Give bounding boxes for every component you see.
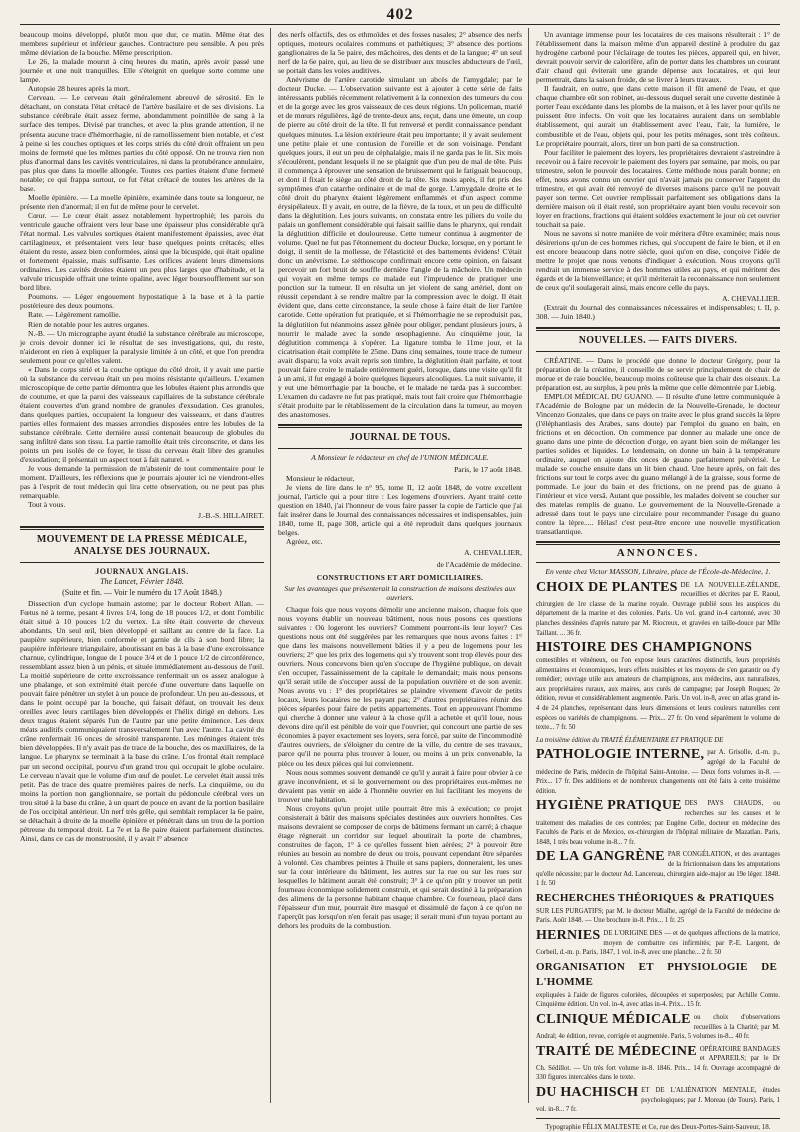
ad-entry [536, 849, 780, 887]
letter-date: Paris, le 17 août 1848. [454, 465, 522, 475]
paragraph: N.-B. — Un micrographe ayant étudié la substance cérébrale au microscope, je crois devoir donner ici le résultat de ses investigations, qui, du reste, n'aideront en rien à expliquer la paralysie limitée à un côté, et que l'on prendra seulement pour ce qu'elles valent. [20, 328, 264, 365]
subsection-subtitle: Sur les avantages que présenterait la construction de maisons destinées aux ouvriers. [284, 583, 516, 602]
section-rule [20, 526, 264, 530]
section-rule [536, 327, 780, 331]
section-title: JOURNAL DE TOUS. [349, 432, 451, 444]
section-rule [278, 448, 522, 449]
ad-title: HISTOIRE DES CHAMPIGNONS [536, 640, 753, 656]
column-right [536, 30, 780, 1131]
ad-text: PAR CONGÉLATION, et des avantages de la frictionnaison dans les amputations qu'elle nécessite; par le docteur Ad. Lancereau, chirurgien aide-major au 19e léger. 1848. 1 fr. 50 [536, 851, 780, 888]
column-middle [278, 30, 522, 1100]
salutation: Monsieur le rédacteur, [286, 474, 355, 484]
ad-entry [536, 1044, 780, 1082]
paragraph: beaucoup moins développé, plutôt mou que dur, ce matin. Même état des membres supérieur et inférieur gauches. Contracture peu sensible. A peu près même déviation de la bouche. Même prescription. [20, 30, 264, 58]
section-title: NOUVELLES. — FAITS DIVERS. [578, 334, 738, 346]
continuation-note: (Suite et fin. — Voir le numéro du 17 Août 1848.) [62, 587, 222, 597]
subsection-title: JOURNAUX ANGLAIS. [95, 566, 189, 576]
section-title: MOUVEMENT DE LA PRESSE MÉDICALE, ANALYSE DES JOURNAUX. [36, 533, 248, 557]
paragraph: EMPLOI MÉDICAL DU GUANO. — Il résulte d'une lettre communiquée à l'Académie de Bologne par un médecin de la Nouvelle-Grenade, le docteur Vincenzo Gonzales, que dans ce pays on traite avec le plus grand succès la lèpre (l'éléphantiasis des Arabes, sans doute) par l'emploi du guano en bain, en frictions et en décoction. On commence par donner au malade une once de guano dans une pinte de décoction d'orge, en ayant bien soin de mélanger les parties solides et liquides. Le lendemain, on donne un bain à la température ordinaire, auquel on ajoute dix onces de guano parfaitement pulvérisé. Le malade se couche ensuite dans un lit bien chaud. Une heure après, on fait des frictions sur tout le corps avec du guano mélangé à de la graisse, sous forme de pommade. Le jour du bain et des frictions, on ne prend pas de guano à l'intérieur et vice versâ. Autant que possible, les malades doivent se coucher sur des matelas remplis de guano. Le gouvernement de la Nouvelle-Grenade a adressé dans tout le pays une circulaire pour recommander l'usage du guano contre la lèpre..... Hélas! c'est peut-être encore une nouvelle mystification transatlantique. [536, 391, 780, 537]
column-left [20, 30, 264, 1100]
paragraph: Nous croyons qu'un projet utile pourrait être mis à exécution; ce projet consisterait à bâtir des maisons spéciales destinées aux ouvriers honnêtes. Ces maisons devraient se composer de corps de bâtimens fermant un carré; à chaque étage régnerait un corridor sur lequel aboutirait la porte de chambres, construites de façon, 1° à ce qu'elles fussent bien aérées; 2° à pouvoir être réunies au besoin au nombre de deux ou trois, pouvant cependant être séparées à volonté. Ces chambres peintes à l'huile et sans papiers, donneraient, les unes sur la cour intérieure du bâtiment, les autres sur la rue ou sur les rues sur lesquelles le bâtiment aurait été construit; 3° à ce qu'on pût y trouver un petit fourneau économique solidement construit, et qui serait destiné à la préparation des alimens de la personne habitant chaque chambre. Ce fourneau, placé dans l'épaisseur d'un mur, pourrait être masqué et dissimulé de façon à ce qu'on ne l'aperçût pas lorsqu'on n'en ferait pas usage; il serait muni d'un tuyau portant au dehors les produits de la combustion. [278, 803, 522, 931]
ad-text: comestibles et vénéneux, ou l'on expose leurs caractères distinctifs, leurs propriétés alimentaires et économiques, leurs effets nuisibles et les moyens de s'en garantir ou d'y remédier; ouvrage utile aux amateurs de champignons, aux médecins, aux naturalistes, aux propriétaires ruraux, aux maires, aux curés de campagne; par Joseph Roques; 2e édition, revue et considérablement augmentée. Paris. Un vol. in-8, avec un atlas grand in-4 de 24 planches, représentant dans leurs dimensions et leurs couleurs naturelles cent espèces ou variétés de champignons. — Prix... 27 fr. On vend séparément le volume de texte... 7 fr. 50 [536, 657, 780, 732]
paragraph: Rien de notable pour les autres organes. [28, 319, 150, 329]
paragraph: Tout à vous. [28, 500, 66, 510]
ad-title: TRAITÉ DE MÉDECINE [536, 1043, 697, 1059]
ad-entry [536, 1085, 780, 1114]
paragraph: Anévrisme de l'artère carotide simulant un abcès de l'amygdale; par le docteur Ducke. — L'observation suivante est à ajouter à cette série de faits intéressants publiés récemment relativement à la connexion des tumeurs du cou et de la gorge avec les gros vaisseaux de ces deux régions. Un policeman, marié et de mœurs régulières, âgé de trente-deux ans, reçut, dans une émeute, un coup de pierre au côté droit de la tête. Il fut renversé et perdit connaissance pendant quelques minutes. La lésion extérieure était peu importante; il y avait seulement une petite plaie et une contusion de l'oreille et de son voisinage. Pendant quelques jours, il eut un peu de céphalalgie, mais il ne garda pas le lit. Six mois s'écoulèrent, pendant lesquels il ne se plaignit que d'un peu de mal de tête. Puis il commença à éprouver une sensation de bruissement qui le fatiguait beaucoup, et dont il fixait le siège au côté droit de la tête. Six mois après, il fut pris des symptômes d'un catarrhe ordinaire et de mal de gorge. L'amygdale droite et le côté droit du pharynx étaient légèrement enflammés et d'un aspect comme érysipélateux. Il y avait, en outre, de la fièvre, de la toux, et un peu de difficulté dans la déglutition. Les jours suivants, on constata entre les piliers du voile du palais un gonflement considérable qui faisait saillie dans le pharynx, qui rendait la déglutition difficile et douloureuse. Cette tumeur continua à augmenter de volume. Quel ne fut pas l'étonnement du docteur Ducke, lorsque, en y portant le doigt, il sentit de la mollesse, de l'élasticité et des battements évidens! C'était donc un anévrisme. Le stéthoscope confirmait encore cette opinion, en faisant percevoir un fort bruit de souffle dernière l'angle de la mâchoire. Un médecin qui voyait en même temps ce malade eut l'imprudence de pratiquer une ponction sur la tumeur. Il en résulta un jet violent de sang artériel, dont on réussit cependant à se rendre maître par la compression avec le doigt. Il était évident que, dans cette circonstance, la seule chose à faire était de lier l'artère carotide. Cette opération fut pratiquée, et si l'hémorrhagie ne se reproduisit pas, la déglutition fut néanmoins assez gênée pour obliger, pendant plusieurs jours, à nourrir le malade avec la sonde œsophagienne. Au cinquième jour, la déglutition commença à s'opérer. La ligature tomba le 11me jour, et la cicatrisation était complète le 25me. Dans cinq semaines, toute trace de tumeur avait disparu; la voix avait repris son timbre, la déglutition était parfaite, et tout pouvait faire croire le malade entièrement guéri, lorsque, dans une visite qu'il fit à un ami, il fut engagé à boire quelques liqueurs alcooliques. La nuit suivante, il y eut une hémorrhagie par la bouche, et le malade ne tarda pas à succomber. L'examen du cadavre ne fut pas pratiqué, mais tout fait croire que l'hémorrhagie s'était produite par le rétablissement de la circulation dans la tumeur, au moyen des anastomoses. [278, 75, 522, 419]
ad-entry [536, 960, 780, 1009]
source-note: (Extrait du Journal des connaissances nécessaires et indispensables; t. II, p. 308. — Juin 1840.) [536, 303, 780, 322]
section-rule [20, 562, 264, 563]
signature: A. CHEVALLIER, [464, 548, 522, 558]
subsection-title: CONSTRUCTIONS ET ART DOMICILIAIRES. [316, 572, 484, 582]
paragraph: « Dans le corps strié et la couche optique du côté droit, il y avait une partie où la substance du cerveau était un peu moins résistante qu'ailleurs. L'examen microscopique de cette partie démontra que les lobules étaient plus arrondis que de coutume, et que la paroi des vaisseaux capillaires de la substance cérébrale étaient couvertes d'un grand nombre de granules d'exsudation. Ces granules, dans quelques parties, occupaient la longueur des vaisseaux, et dans d'autres parties elles formaient des masses arrondies disposées entre les lobules de la substance cérébrale. Cette dernière aussi contenait beaucoup de globules du sang infiltré dans son tissu. La partie ramollie était très circonscrite, et dans les points un peu isolés de ce foyer, le tissu du cerveau était libre des granules d'exsudation; il présentait un aspect tout à fait naturel. » [20, 364, 264, 465]
ad-title: HYGIÈNE PRATIQUE [536, 798, 682, 814]
column-divider [528, 28, 529, 1103]
paragraph: Chaque fois que nous voyons démolir une ancienne maison, chaque fois que nous voyons établir un nouveau bâtiment, nous nous posons ces questions suivantes : Où logeront les ouvriers? Comment pourront-ils leur loyer? Ces questions nous ont été suggérées par les remarques que nous avons faites : 1° que dans les maisons nouvellement bâties il y a peu de logemens pour les ouvriers; 2° que les prix des logemens qui s'y trouvent sont trop élevés pour des ouvriers. Nous concevons bien qu'en s'occupe de l'hygiène publique, on devait s'en occuper, l'assainissement de la capitale le demandait; mais nous pensons qu'il serait utile de s'occuper aussi de la population ouvrière et de son avenir. Nous avons vu : 1° des propriétaires se plaindre vivement d'avoir de petits locaux, leurs locataires ne les payant pas; 2° d'autres propriétaires réunir des pièces séparées pour faire de petits appartements. Tout en approuvant l'homme qui cherche à donner une valeur à la chose qu'il a achetée et qu'il loue, nous devons dire qu'il est pénible de voir que l'ouvrier, qui concourt une partie de ses économies à payer exactement ses loyers, sera forcé, par suite de l'incommodité d'autres ouvriers, de s'éloigner du centre de la ville, du centre de ses travaux, parce qu'il ne pourra plus trouver à louer, ou moins à un prix convenable, la pièce ou les deux pièces qui lui conviennent. [278, 604, 522, 768]
paragraph: Je viens de lire dans le n° 95, tome II, 12 août 1848, de votre excellent journal, l'article qui a pour titre : Les logemens d'ouvriers. Ayant traité cette question en 1840, j'ai l'honneur de vous faire passer la copie de l'article que j'ai fait insérer dans le Journal des connaissances nécessaires et indispensables, juin 1840, tome II, page 308, article qui a été reproduit dans quelques journaux belges. [278, 483, 522, 538]
section-rule [278, 424, 522, 428]
ad-title: RECHERCHES THÉORIQUES & PRATIQUES [536, 891, 775, 904]
journal-name: The Lancet, Février 1848. [100, 576, 184, 586]
section-title: ANNONCES. [616, 547, 700, 560]
ad-text: La troisième édition du TRAITÉ ÉLÉMENTAIRE ET PRATIQUE DE [536, 736, 724, 744]
paragraph: Moelle épinière. — La moelle épinière, examinée dans toute sa longueur, ne présente rien d'anormal; il en fut de même pour le cervelet. [20, 192, 264, 211]
paragraph: Autopsie 28 heures après la mort. [28, 84, 131, 94]
ad-title: PATHOLOGIE INTERNE, [536, 747, 705, 763]
ad-text: DES PAYS CHAUDS, ou recherches sur les causes et le traitement des maladies de ces contrées; par Eugène Celle, docteur en médecine des Facultés de Paris et de Mexico, ex-chirurgien de l'hôpital militaire de Mazatlan. Paris, 1848, 1 très beau volume in-8... 7 fr. [536, 800, 780, 846]
ad-text: DE LA NOUVELLE-ZÉLANDE, recueillies et décrites par E. Raoul, chirurgien de 1re classe de la marine royale. Ouvrage publié sous les auspices du département de la marine et des colonies. Paris. Un vol. grand in-4 cartonné, avec 30 planches dessinées d'après nature par M. Riocreux, et gravées en taille-douce par Mlle Taillant. ... 36 fr. [536, 581, 780, 637]
page-number: 402 [386, 6, 414, 23]
paragraph: Cœur. — Le cœur était assez notablement hypertrophié; les parois du ventricule gauche offraient vers leur base une épaisseur plus considérable qu'à l'état normal. Les valvules sortiques étaient manifestement épaissies, avec état cartilagineux, et présentaient vers leur base quelques points crétacés; elles étaient du reste, assez bien conformées, ainsi que la bicuspide, qui était opaline et fortement épaissie, mais suffisante. Les orifices avaient leurs dimensions ordinaires. Les cavités droites étaient un peu plus larges que d'habitude, et la valvule tricuspide offrait une teinte opaline, avec léger boursoufflement sur son bord libre. [20, 210, 264, 293]
printer-imprint: Typographie FÉLIX MALTESTE et Ce, rue des Deux-Portes-Saint-Sauveur, 18. [545, 1122, 771, 1131]
signature-title: de l'Académie de médecine. [436, 559, 522, 569]
ad-entry [536, 1012, 780, 1041]
ad-entry [536, 640, 780, 732]
announcement-intro: En vente chez Victor MASSON, Libraire, place de l'École-de-Médecine, 1. [545, 567, 771, 577]
paragraph: Poumons. — Léger engouement hypostatique à la base et à la partie postérieure des deux poumons. [20, 292, 264, 311]
ad-title: ORGANISATION ET PHYSIOLOGIE DE L'HOMME [536, 960, 777, 988]
paragraph: Pour faciliter le paiement des loyers, les propriétaires devraient s'astreindre à recevoir ou à faire recevoir le paiement des loyers par semaine, par mois, ou par trimestre, selon le pouvoir des locataires. Cette méthode nous paraît bonne; en effet, nous avons connu un ouvrier qui n'avait jamais pu conserver l'argent du trimestre, et qui avait été renvoyé de diverses maisons parce qu'il ne pouvait payer son terme. Cet ouvrier remplissait parfaitement ses obligations dans la dernière maison où il était resté, son propriétaire ayant bien voulu recevoir son loyer en fractions, fractions qui étaient soldées exactement le jour où cet ouvrier touchait sa paie. [536, 147, 780, 229]
ad-entry [536, 580, 780, 638]
section-rule [536, 562, 780, 563]
ad-title: CLINIQUE MÉDICALE [536, 1011, 691, 1027]
ad-title: DU HACHISCH [536, 1085, 639, 1101]
paragraph: des nerfs olfactifs, des os ethmoïdes et des fosses nasales; 2° absence des nerfs optiques, moteurs oculaires communs et pathétiques; 3° absence des portions ganglionaires de la 5e paire, des mâchoires, des dents et de la langue; 4° un seul nerf de la 6e paire, qui, au lieu de se distribuer aux muscles abducteurs de l'œil, se portait dans les voies auditives. [278, 30, 522, 76]
paragraph: Je vous demande la permission de m'abstenir de tout commentaire pour le moment. D'ailleurs, les réflexions que je pourrais ajouter ici ne viendront-elles pas à l'esprit de tout médecin qui lira cette observation, ou ne peut pas plus remarquable. [20, 464, 264, 501]
ad-text: ou choix d'observations recueillies à la Charité; par M. Andral; 4e édition, revue, corrigée et augmentée. Paris, 5 volumes in-8... 40 fr. [536, 1013, 780, 1041]
paragraph: CRÉATINE. — Dans le procédé que donne le docteur Grégory, pour la préparation de la créatine, il conseille de se servir principalement de chair de morue et de raie bouclée, beaucoup moins coûteuse que la chair des oiseaux. La préparation est, au surplus, à peu près la même que celle démontrée par Liebig. [536, 355, 780, 392]
section-rule [536, 541, 780, 545]
ad-title: HERNIES [536, 927, 601, 943]
signature: A. CHEVALLIER. [722, 294, 780, 304]
paragraph: Nous nous sommes souvent demandé ce qu'il y aurait à faire pour obvier à ce grave inconvénient, et si le gouvernement ou des propriétaires eux-mêmes ne devaient pas venir en aide à l'honnête ouvrier en lui facilitant les moyens de trouver une habitation. [278, 767, 522, 804]
paragraph: Cerveau. — Le cerveau était généralement abreuvé de sérosité. En le détachant, on constata l'état crétacé de l'artère basilaire et de ses divisions. La substance cérébrale était assez ferme, abondamment pointillée de sang à la surface des tempes. Divisé par tranches, et avec la plus grande attention, il ne présenta aucune trace d'hémorrhagie, ni de ramollissement bien notable, et c'est à peine si les couches optiques et les corps striés du côté droit offraient un peu moins de fermeté que les mêmes parties du côté opposé. On ne trouva rien non plus d'anormal dans les cavités ventriculaires, ni dans la protubérance annulaire, pas plus que dans la moelle allongée. Toutes ces parties étaient d'une fermeté notable; ce qui frappa surtout, ce fut l'état crétacé de toutes les artères de la base. [20, 93, 264, 193]
letter-heading: A Monsieur le rédacteur en chef de l'UNION MÉDICALE. [311, 453, 489, 463]
signature: J.-B.-S. HILLAIRET. [198, 511, 264, 521]
paragraph: Il faudrait, en outre, que dans cette maison il fût amené de l'eau, et que chaque chambre eût son robinet, au-dessous duquel serait une cuvette destinée à porter l'eau excédante dans les plombs de la maison, et à les laver pour qu'ils ne puissent être infects. On voit que les locataires auraient dans un semblable établissement, qui aurait un établissement avec l'eau, l'air, la lumière, le combustible et de l'eau, objets qui, pour les petits ménages, sont très coûteux. Le propriétaire pourrait, alors, tirer un bon parti de sa construction. [536, 84, 780, 148]
top-rule [20, 24, 780, 25]
ad-entry [536, 798, 780, 846]
ad-entry [536, 928, 780, 957]
ad-text: ET DE L'ALIÉNATION MENTALE, études psychologiques; par J. Moreau (de Tours). Paris, 1 vol. in-8... 7 fr. [536, 1087, 780, 1114]
ad-entry [536, 891, 780, 925]
ad-text: OPÉRATOIRE BANDAGES et APPAREILS; par le Dr Ch. Sédillot. — Un très fort volume in-8. 1846. Prix... 14 fr. Ouvrage accompagné de 330 figures intercalées dans le texte. [536, 1045, 780, 1082]
ad-text: SUR LES PURGATIFS; par M. le docteur Mialhe, agrégé de la Faculté de médecine de Paris. Août 1848. — Une brochure in-8. Prix... 1 fr. 25 [536, 907, 780, 925]
paragraph: Dissection d'un cyclope humain astome; par le docteur Robert Allan. — Fœtus né à terme, pesant 4 livres 1/4, long de 18 pouces 1/2, et dont l'ombilic était situé à 10 pouces 1/2 du vertex. La tête était couverte de cheveux abondants. Un seul œil, bien développé et saillant au centre de la face. La paupière supérieure, bien conformée et garnie de cils à son bord libre; la paupière inférieure triangulaire, aboutissant en bas à la base d'une excroissance charnue, cylindrique, longue de 1 pouce 3/4 et de 1 pouce 1/2 de circonférence, ressemblant assez bien à un pénis, et située immédiatement au-dessous de l'œil. La moitié supérieure de cette excroissance renfermait un os assez analogue à une phalange, et son extrémité était percée d'une ouverture dans laquelle on pouvait faire pénétrer un stylet à un pouce de profondeur. Un peu au-dessous, et dans le point occupé par la bouche, qui faisait défaut, on trouvait les deux oreilles avec leurs cartilages bien développés et l'hélix dirigé en dehors. Les deux tragus étaient séparés l'un de l'autre par une petite éminence. Les deux méats auditifs communiquaient transversalement l'un avec l'autre. La cavité du crâne renfermait 16 onces de sérosité transparente. Les méninges étaient très bien développées. Il n'y avait pas de trace de la bouche, des os maxillaires, de la langue. Le pharynx se terminait à la base du crâne. L'os frontal était remplacé par un second occipital, pourvu d'un grand trou qui occupait le globe oculaire. Le cerveau n'avait que le volume d'un œuf de poulet. Le cervelet était aussi très petit. Pas de trace des quatre premières paires de nerfs. La cinquième, ou du moins la portion non ganglionnaire, se portait du pédoncule cérébral vers un trou situé à la base du crâne, à un quart de pouce en avant de la portion basilaire de l'os occipital antérieur. Un nerf très grêle, qui semblait remplacer la 6e paire, se détachait à droite de la moelle épinière et pénétrait dans un trou de la portion pétreuse du temporal droit. La 7e et la 8e paire étaient parfaitement distinctes. Ainsi, dans ce cas de monstruosité, il y avait l° absence [20, 598, 264, 843]
section-rule [536, 1118, 780, 1119]
ad-entry [536, 747, 780, 795]
ad-text: expliquées à l'aide de figures coloriées, découpées et superposées; par Achille Comte. Cinquième édition. Un vol. in-4, avec atlas in-4. Prix... 15 fr. [536, 991, 780, 1009]
paragraph: Un avantage immense pour les locataires de ces maisons résulterait : 1° de l'établissement dans la maison même d'un appareil destiné à produire du gaz hydrogène carboné pour l'éclairage de toutes les pièces, appareil qui, en hiver, devrait pouvoir servir de calorifère, afin de porter dans les chambres un courant d'air chaud qui éviterait une grande dépense aux locataires, et qui leur permettrait, dans la saison froide, de se livrer à leurs travaux. [536, 30, 780, 85]
column-divider [270, 28, 271, 1103]
paragraph: Nous ne savons si notre manière de voir méritera d'être examinée; mais nous désirerions qu'un de ces hommes riches, qui s'occupent de faire le bien, et il en est encore beaucoup dans notre siècle, quoi qu'on en dise, conçoive l'idée de mettre le projet que nous venons d'indiquer à exécution. Nous croyons qu'il rendrait un immense service à des hommes utiles au pays, et qui méritent des égards et de la bienveillance; et qu'il mériterait la reconnaissance non seulement de ceux qu'il soulagerait ainsi, mais encore celle du pays. [536, 229, 780, 293]
section-rule [536, 351, 780, 352]
ad-title: DE LA GANGRÈNE [536, 849, 665, 865]
paragraph: Agréez, etc. [286, 537, 323, 547]
ad-entry [536, 735, 780, 745]
paragraph: Le 26, la malade mourut à cinq heures du matin, après avoir passé une journée et une nuit tranquilles. Elle s'éteignit en quelque sorte comme une lampe. [20, 57, 264, 85]
ad-text: DE L'ORIGINE DES — et de quelques affections de la matrice, moyen de combattre ces infirmités; par P.-E. Largent, de Corbeil, d.-m. p. Paris, 1847, 1 vol. in-8, avec une planche... 2 fr. 50 [536, 929, 780, 957]
paragraph: Rate. — Légèrement ramollie. [28, 310, 121, 320]
ad-text: par A. Grisolle, d.-m. p., agrégé de la Faculté de médecine de Paris, médecin de l'hôpital Saint-Antoine. — Deux forts volumes in-8. — Prix... 17 fr. Des additions et de nombreux changements ont été faits à cette troisième édition. [536, 749, 780, 795]
ad-title: CHOIX DE PLANTES [536, 579, 678, 595]
